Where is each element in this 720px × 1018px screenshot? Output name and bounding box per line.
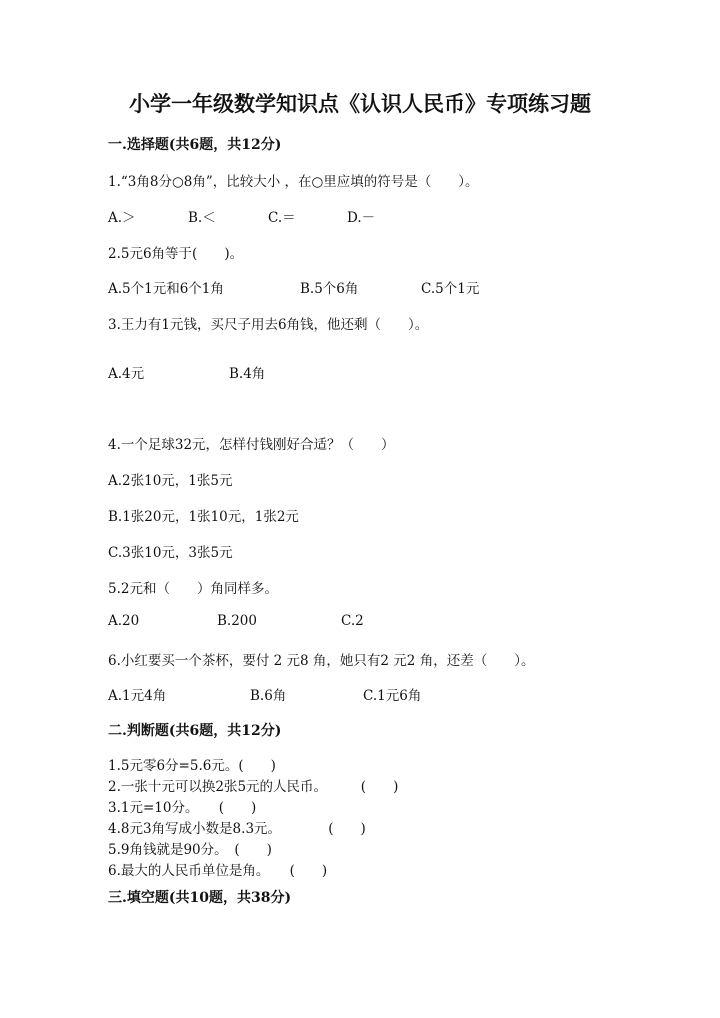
judgement-item-6: 6.最大的人民币单位是角。 ( ) — [108, 863, 328, 879]
judgement-item-3: 3.1元=10分。 ( ) — [108, 800, 257, 816]
q6-option-b: B.6角 — [250, 688, 287, 704]
q1-option-a: A.＞ — [108, 210, 136, 226]
q1-option-b: B.＜ — [188, 210, 216, 226]
question-1: 1.“3角8分○8角”，比较大小 ，在○里应填的符号是（ ）。 — [108, 174, 479, 190]
section-heading-judgement: 二.判断题(共6题，共12分) — [108, 723, 282, 739]
q2-option-a: A.5个1元和6个1角 — [108, 281, 224, 297]
section-heading-fill-in: 三.填空题(共10题，共38分) — [108, 890, 292, 906]
q4-option-b: B.1张20元，1张10元，1张2元 — [108, 509, 299, 525]
q5-option-a: A.20 — [108, 613, 140, 629]
judgement-item-4: 4.8元3角写成小数是8.3元。 ( ) — [108, 821, 366, 837]
q5-option-c: C.2 — [341, 613, 364, 629]
q5-option-b: B.200 — [217, 613, 257, 629]
q1-option-d: D.－ — [347, 210, 376, 226]
judgement-item-2: 2.一张十元可以换2张5元的人民币。 ( ) — [108, 779, 399, 795]
q6-option-c: C.1元6角 — [363, 688, 422, 704]
q4-option-c: C.3张10元，3张5元 — [108, 545, 233, 561]
q2-option-c: C.5个1元 — [421, 281, 480, 297]
q4-option-a: A.2张10元，1张5元 — [108, 473, 233, 489]
q1-option-c: C.＝ — [268, 210, 296, 226]
question-4: 4.一个足球32元，怎样付钱刚好合适？（ ） — [108, 437, 395, 453]
q2-option-b: B.5个6角 — [300, 281, 359, 297]
q3-option-b: B.4角 — [229, 366, 266, 382]
question-6: 6.小红要买一个茶杯，要付 2 元8 角，她只有2 元2 角，还差（ ）。 — [108, 653, 535, 669]
q6-option-a: A.1元4角 — [108, 688, 167, 704]
question-3: 3.王力有1元钱，买尺子用去6角钱，他还剩（ ）。 — [108, 317, 429, 333]
judgement-item-1: 1.5元零6分=5.6元。( ) — [108, 758, 276, 774]
judgement-item-5: 5.9角钱就是90分。 ( ) — [108, 842, 272, 858]
page-title: 小学一年级数学知识点《认识人民币》专项练习题 — [129, 91, 591, 116]
question-5: 5.2元和（ ）角同样多。 — [108, 581, 278, 597]
section-heading-choice: 一.选择题(共6题，共12分) — [108, 137, 282, 153]
question-2: 2.5元6角等于( )。 — [108, 246, 244, 262]
q3-option-a: A.4元 — [108, 366, 145, 382]
